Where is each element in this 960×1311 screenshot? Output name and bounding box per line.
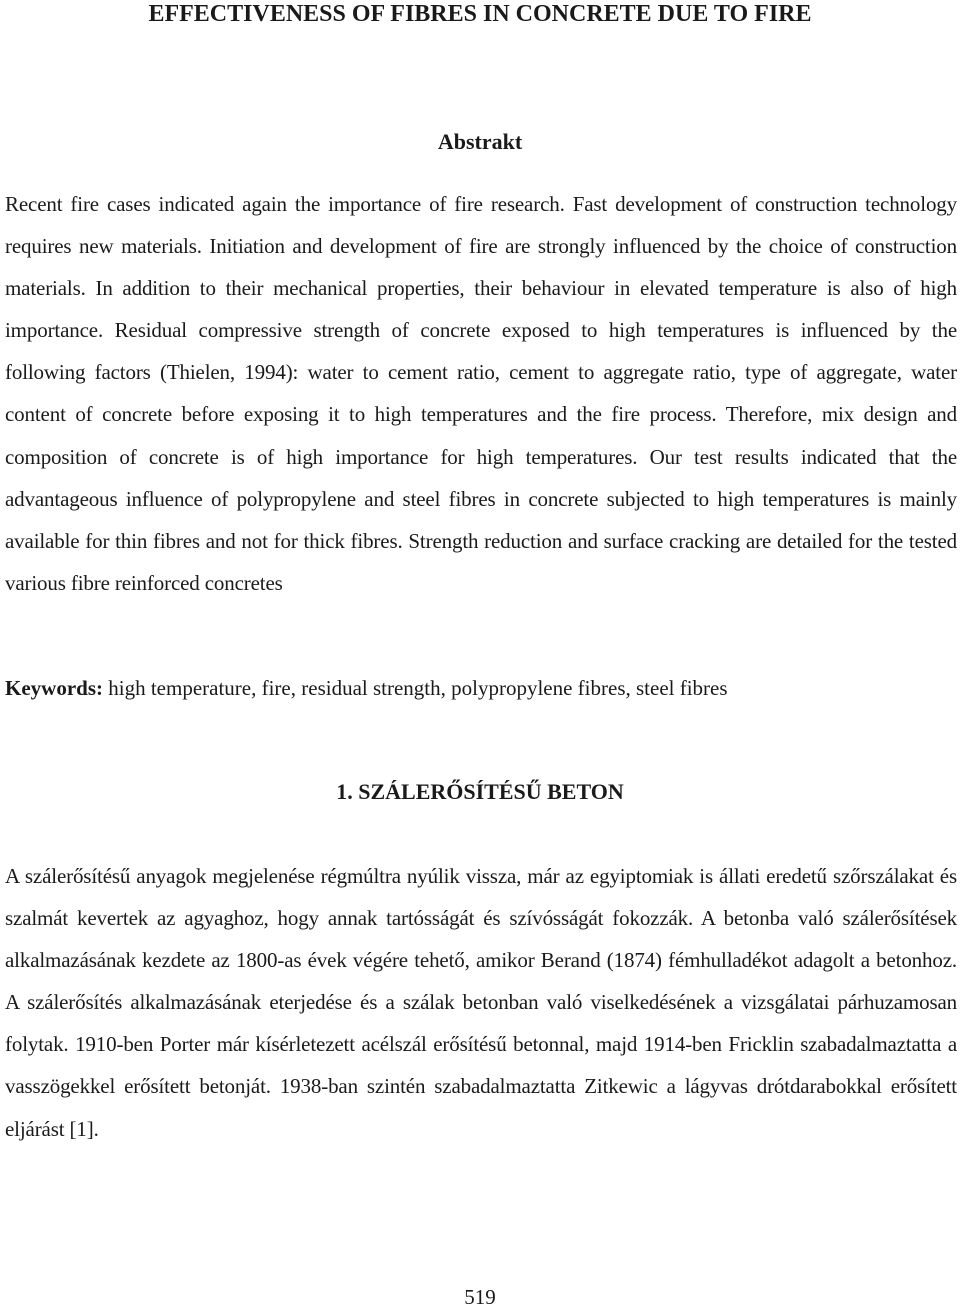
keywords-label: Keywords: <box>5 676 103 700</box>
document-title: EFFECTIVENESS OF FIBRES IN CONCRETE DUE TO FIRE <box>148 1 812 27</box>
abstract-paragraph: Recent fire cases indicated again the importance of fire research. Fast development of construction technology requires new materials. Initiation and development of fire are strongly influenced by the choice of construction materials. In addition to their mechanical properties, their behaviour in elevated temperature is also of high importance. Residual compressive strength of concrete exposed to high temperatures is influenced by the following factors (Thielen, 1994): water to cement ratio, cement to aggregate ratio, type of aggregate, water content of concrete before exposing it to high temperatures and the fire process. Therefore, mix design and composition of concrete is of high importance for high temperatures. Our test results indicated that the advantageous influence of polypropylene and steel fibres in concrete subjected to high temperatures is mainly available for thin fibres and not for thick fibres. Strength reduction and surface cracking are detailed for the tested various fibre reinforced concretes <box>5 192 957 595</box>
abstract-heading: Abstrakt <box>437 129 523 154</box>
section-paragraph: A szálerősítésű anyagok megjelenése régmúltra nyúlik vissza, már az egyiptomiak is állati eredetű szőrszálakat és szalmát kevertek az agyaghoz, hogy annak tartósságát és szívósságát fokozzák. A betonba való szálerősítések alkalmazásának kezdete az 1800-as évek végére tehető, amikor Berand (1874) fémhulladékot adagolt a betonhoz. A szálerősítés alkalmazásának eterjedése és a szálak betonban való viselkedésének a vizsgálatai párhuzamosan folytak. 1910-ben Porter már kísérletezett acélszál erősítésű betonnal, majd 1914-ben Fricklin szabadalmaztatta a vasszögekkel erősített betonját. 1938-ban szintén szabadalmaztatta Zitkewic a lágyvas drótdarabokkal erősített eljárást [1]. <box>5 864 957 1141</box>
section-heading: 1. SZÁLERŐSÍTÉSŰ BETON <box>336 779 624 804</box>
keywords-list: high temperature, fire, residual strength, polypropylene fibres, steel fibres <box>103 676 728 700</box>
page-number: 519 <box>464 1285 496 1309</box>
keywords-line <box>5 667 957 709</box>
